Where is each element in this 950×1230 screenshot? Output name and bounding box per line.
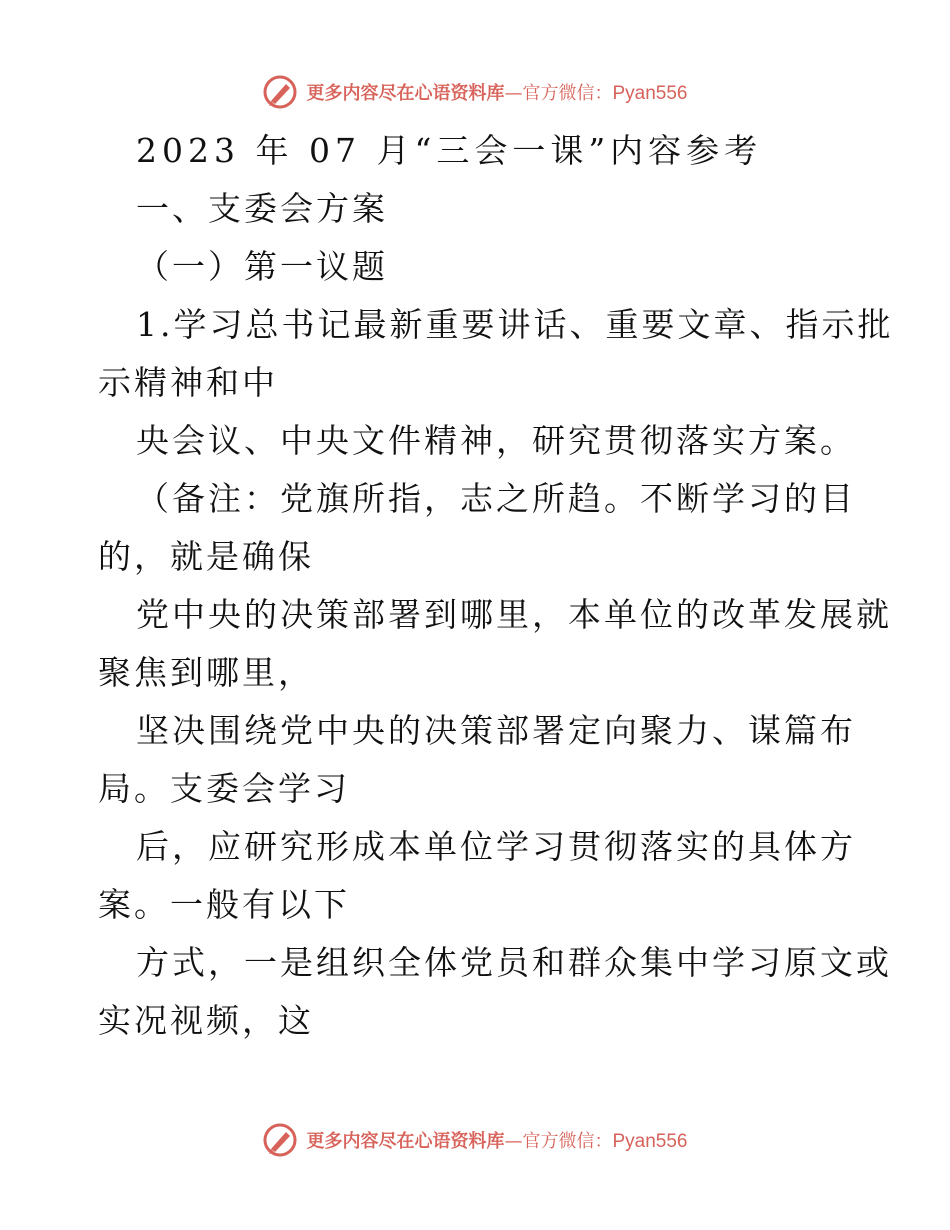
watermark-text: 更多内容尽在心语资料库—官方微信：Pyan556 — [306, 1131, 688, 1152]
paragraph-line: 实况视频，这 — [98, 1001, 314, 1040]
paragraph-line: 1.学习总书记最新重要讲话、重要文章、指示批 — [136, 305, 894, 344]
watermark-text: 更多内容尽在心语资料库—官方微信：Pyan556 — [306, 83, 688, 104]
paragraph-line: 坚决围绕党中央的决策部署定向聚力、谋篇布 — [136, 711, 856, 750]
section-heading: 一、支委会方案 — [136, 189, 388, 228]
subsection-heading: （一）第一议题 — [136, 247, 388, 286]
paragraph-line: （备注：党旗所指，志之所趋。不断学习的目 — [136, 479, 856, 518]
document-title: 2023 年 07 月“三会一课”内容参考 — [136, 131, 763, 170]
paragraph-line: 后，应研究形成本单位学习贯彻落实的具体方 — [136, 827, 856, 866]
pen-logo-icon — [262, 1122, 298, 1158]
paragraph-line: 示精神和中 — [98, 363, 278, 402]
paragraph-line: 央会议、中央文件精神，研究贯彻落实方案。 — [136, 421, 856, 460]
pen-logo-icon — [262, 74, 298, 110]
paragraph-line: 案。一般有以下 — [98, 885, 350, 924]
paragraph-line: 党中央的决策部署到哪里，本单位的改革发展就 — [136, 595, 892, 634]
paragraph-line: 聚焦到哪里， — [98, 653, 314, 692]
paragraph-line: 的，就是确保 — [98, 537, 314, 576]
paragraph-line: 局。支委会学习 — [98, 769, 350, 808]
paragraph-line: 方式，一是组织全体党员和群众集中学习原文或 — [136, 943, 892, 982]
watermark-footer — [0, 1118, 950, 1162]
watermark-header — [0, 70, 950, 114]
document-body — [98, 122, 894, 1050]
